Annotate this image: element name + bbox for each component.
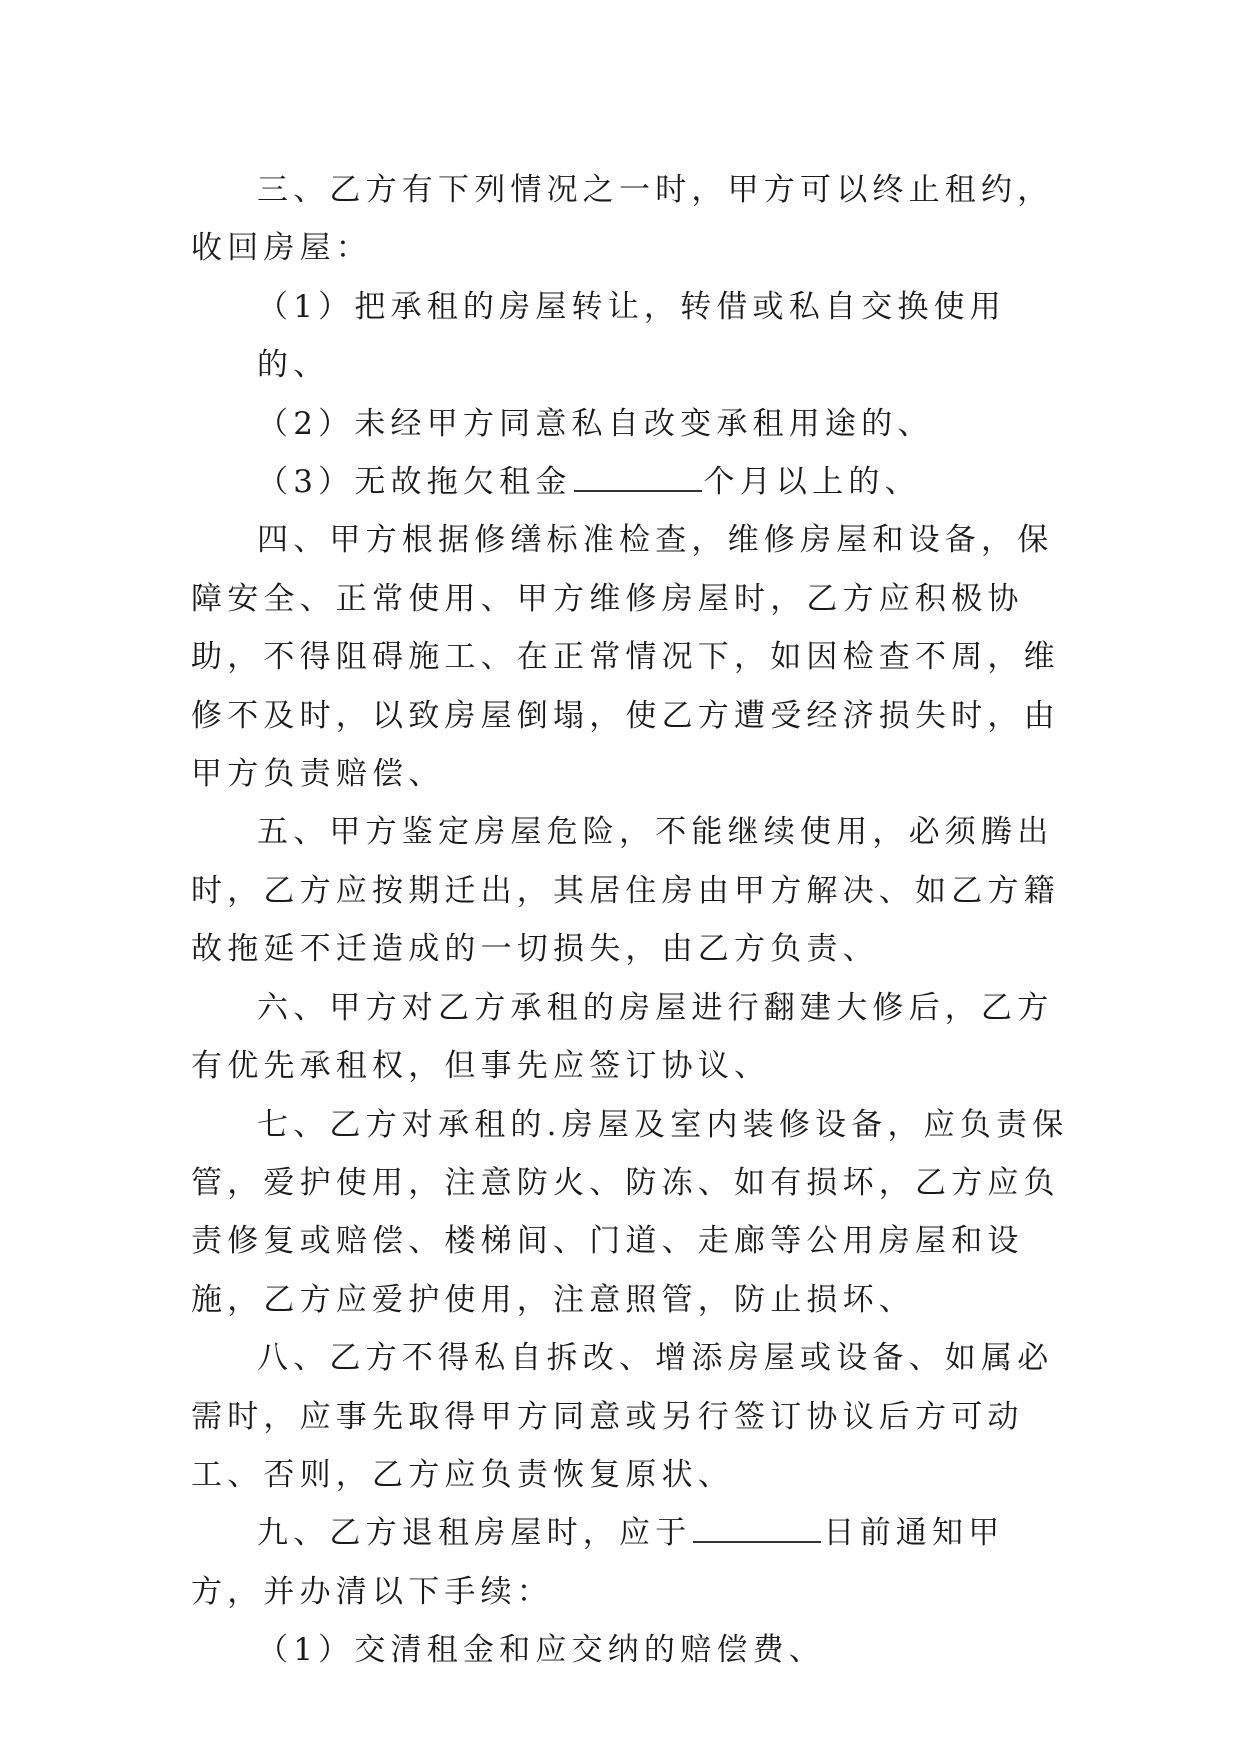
fill-in-blank [693,1511,821,1543]
clause-6: 六、甲方对乙方承租的房屋进行翻建大修后，乙方有优先承租权，但事先应签订协议、 [191,989,1054,1085]
clause-4: 四、甲方根据修缮标准检查，维修房屋和设备，保障安全、正常使用、甲方维修房屋时，乙方应积极协助，不得阻碍施工、在正常情况下，如因检查不周，维修不及时，以致房屋倒塌，使乙方遭受经济损失时，由甲方负责赔偿、 [191,522,1060,793]
clause-3-item-3 [191,453,1071,511]
clause-3: 三、乙方有下列情况之一时，甲方可以终止租约，收回房屋： [191,172,1054,267]
clause-9-item-1: （1）交清租金和应交纳的赔偿费、 [257,1632,825,1669]
clause-7: 七、乙方对承租的.房屋及室内装修设备，应负责保管，爱护使用，注意防火、防冻、如有损坏，乙方应负责修复或赔偿、楼梯间、门道、走廊等公用房屋和设施，乙方应爱护使用，注意照管，防止损坏、 [191,1106,1069,1318]
clause-8: 八、乙方不得私自拆改、增添房屋或设备、如属必需时，应事先取得甲方同意或另行签订协议后方可动工、否则，乙方应负责恢复原状、 [191,1340,1054,1493]
fill-in-blank [574,460,702,492]
clause-9 [191,1504,1071,1621]
clause-3-item-2: （2）未经甲方同意私自改变承租用途的、 [257,405,934,442]
clause-3-item-3-after: 个月以上的、 [703,464,921,501]
document-body [191,161,1071,1680]
clause-3-item-1: （1）把承租的房屋转让，转借或私自交换使用的、 [257,288,1006,384]
clause-5: 五、甲方鉴定房屋危险，不能继续使用，必须腾出时，乙方应按期迁出，其居住房由甲方解决、如乙方籍故拖延不迁造成的一切损失，由乙方负责、 [191,814,1060,968]
clause-3-item-3-before: （3）无故拖欠租金 [257,464,572,501]
clause-9-after: 日前通知甲方，并办清以下手续： [191,1515,1005,1610]
clause-9-before: 九、乙方退租房屋时，应于 [257,1515,692,1552]
